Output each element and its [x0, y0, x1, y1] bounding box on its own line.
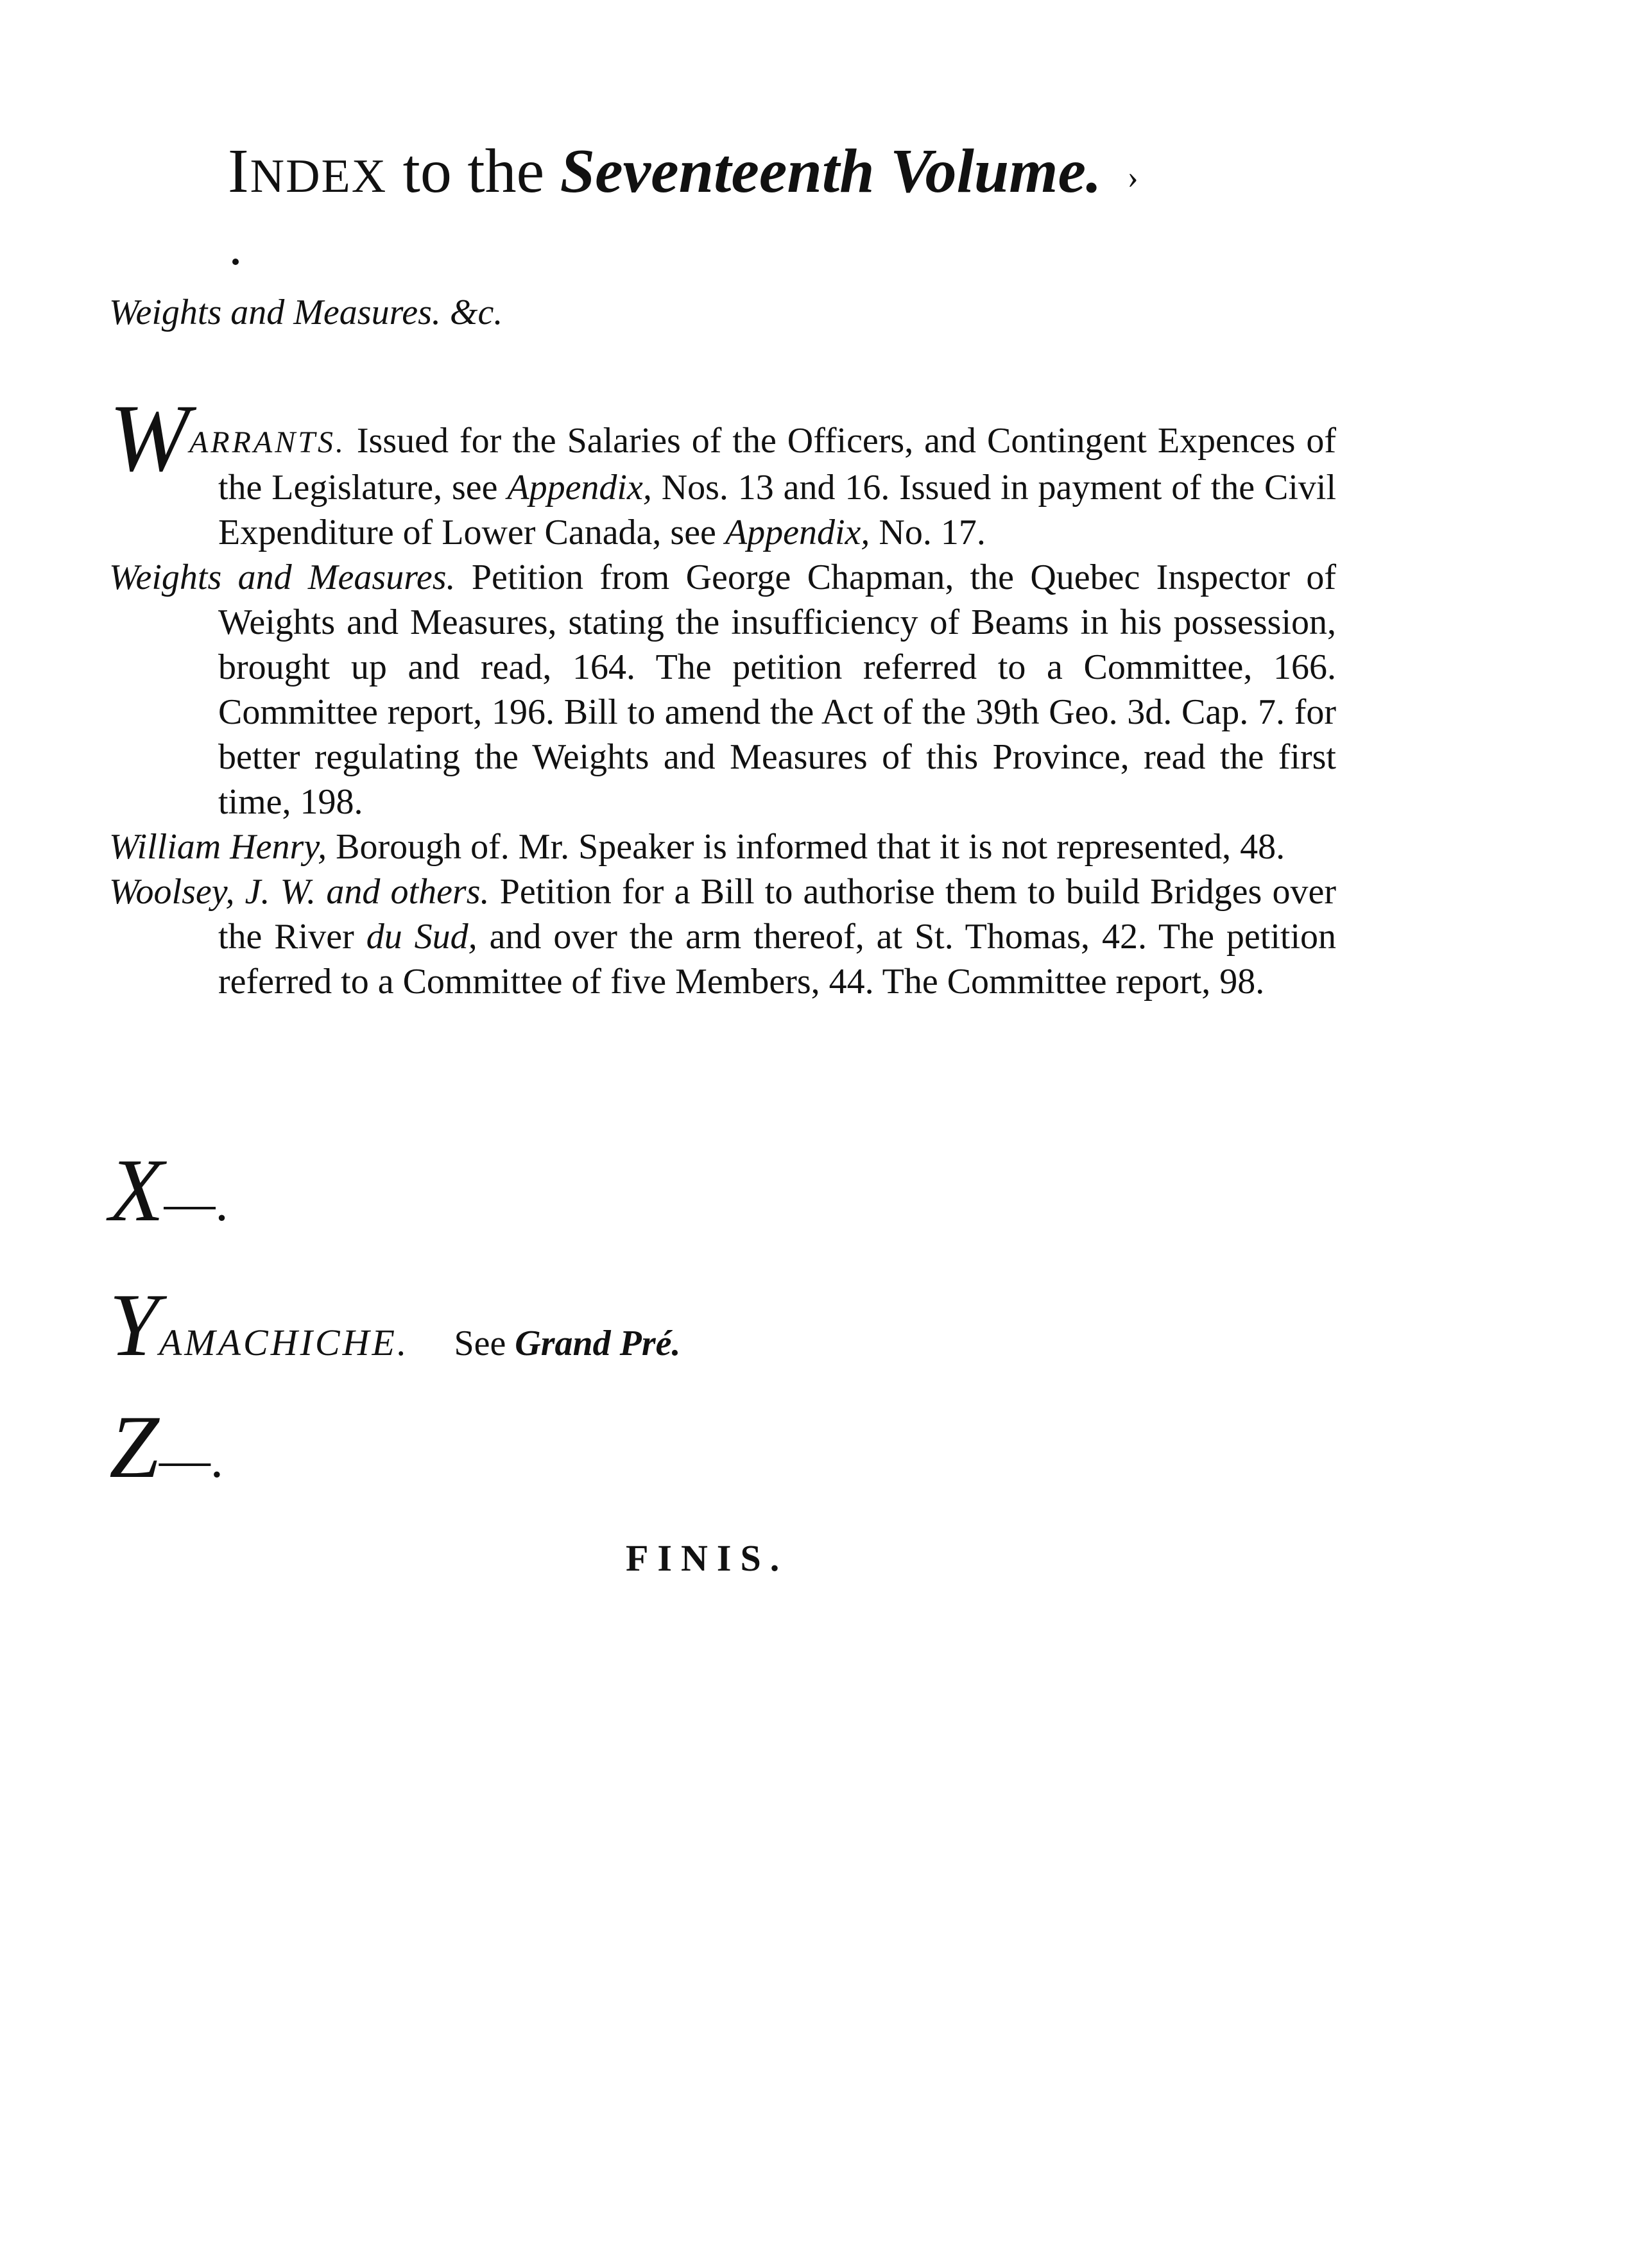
entry-reference: Appendix, — [725, 513, 870, 552]
entry-initial: W — [109, 385, 189, 491]
entry-head: William Henry, — [109, 827, 327, 867]
page-title — [228, 137, 1319, 206]
finis-mark: FINIS. — [626, 1537, 789, 1579]
letter-dash: —. — [159, 1432, 223, 1488]
speck-dot — [232, 259, 239, 265]
entry-text: Petition from George Chapman, the Quebec Inspector of Weights and Measures, stating the insufficiency of Beams in his possession, brought up and read, 164. The petition referred to a Committee, 166. Committee report, 196. Bill to amend the Act of the 39th Geo. 3d. Cap. 7. for better regulating the Weights and Measures of this Province, read the first time, 198. — [218, 558, 1336, 822]
letter-heading-y — [109, 1274, 681, 1377]
running-head: Weights and Measures. &c. — [109, 293, 503, 332]
entry-text: Nos. 13 and 16. Issued in payment of the Civil Expenditure of Lower Canada, see — [218, 468, 1336, 552]
entry-reference: Appendix, — [507, 468, 652, 507]
index-entries — [109, 385, 1337, 1004]
entry-head: Weights and Measures. — [109, 558, 456, 597]
letter-initial: Z — [109, 1397, 159, 1497]
entry-text: See — [454, 1324, 515, 1363]
title-index — [228, 137, 387, 206]
title-index-rest: NDEX — [250, 150, 388, 203]
letter-initial: X — [109, 1141, 164, 1240]
index-entry-william-henry — [109, 824, 1336, 869]
entry-text: Borough of. Mr. Speaker is informed that it is not represented, 48. — [327, 827, 1285, 867]
entry-reference: Grand Pré. — [515, 1324, 681, 1363]
letter-initial: Y — [109, 1275, 159, 1375]
entry-text: and over the arm thereof, at St. Thomas, 42. The petition referred to a Committee of five Members, 44. The Committee report, 98. — [218, 917, 1337, 1002]
index-entry-woolsey — [109, 869, 1336, 1004]
title-mark: › — [1127, 158, 1138, 196]
entry-head: AMACHICHE. — [159, 1322, 409, 1363]
letter-heading-x — [109, 1139, 228, 1242]
entry-reference: du Sud, — [366, 917, 477, 957]
index-entry-warrants — [109, 385, 1336, 555]
title-index-cap: I — [228, 137, 250, 206]
entry-text: Petition for a Bill to authorise them to build Bridges over the River — [218, 872, 1337, 957]
entry-head: Woolsey, J. W. and others. — [109, 872, 490, 912]
title-volume: Seventeenth Volume. — [560, 137, 1102, 206]
index-entry-weights — [109, 555, 1336, 824]
entry-head: ARRANTS. — [189, 425, 346, 459]
letter-dash: —. — [164, 1175, 228, 1232]
entry-text: Issued for the Salaries of the Officers, and Contingent Expences of the Legislature, see — [218, 421, 1336, 507]
entry-text: No. 17. — [870, 513, 986, 552]
title-plain: to the — [387, 137, 560, 206]
letter-heading-z — [109, 1395, 223, 1499]
